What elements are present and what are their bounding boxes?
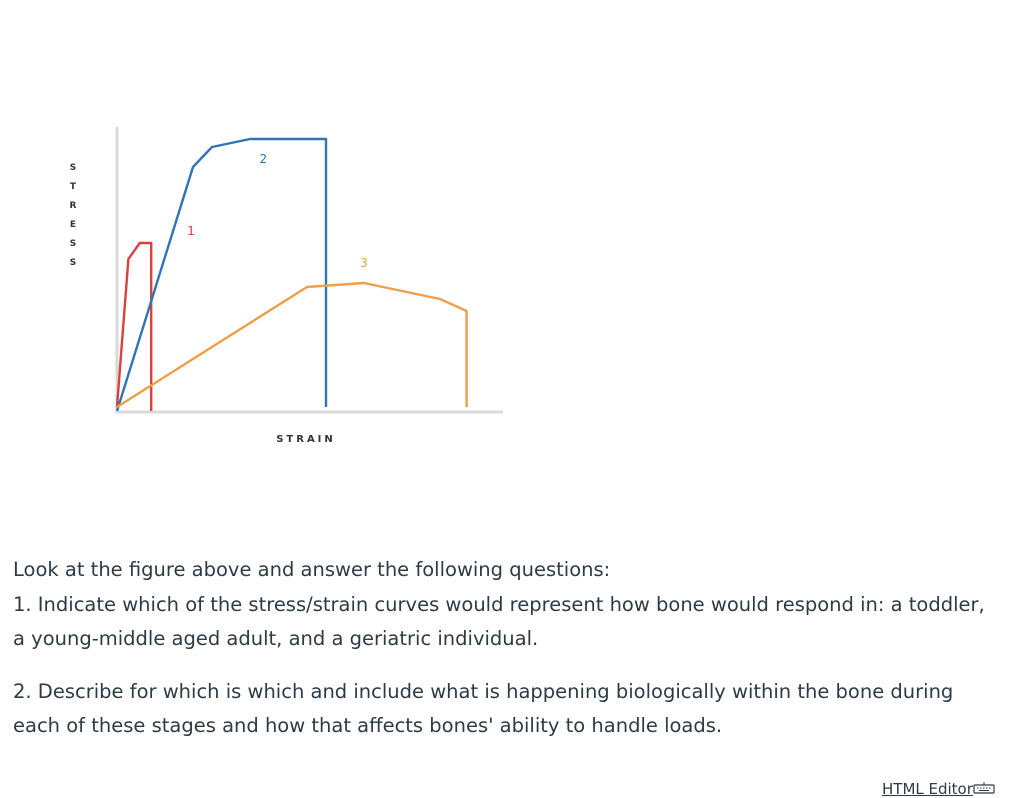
html-editor-label: HTML Editor <box>882 780 973 798</box>
series-layer <box>117 139 467 411</box>
y-axis-label-letter: T <box>69 182 77 192</box>
y-axis-label-letter: S <box>69 239 77 249</box>
question-1 <box>13 588 1024 656</box>
series-1-label: 1 <box>187 224 195 238</box>
y-axis-label-letter: R <box>69 201 77 211</box>
y-axis-label-letter: E <box>69 220 77 230</box>
y-axis-label <box>70 163 77 268</box>
intro-text: Look at the figure above and answer the following questions: <box>13 558 611 581</box>
x-axis-label: STRAIN <box>276 434 336 445</box>
series-3-line <box>117 283 467 407</box>
html-editor-link[interactable] <box>882 780 995 798</box>
series-3-label: 3 <box>360 256 368 270</box>
keyboard-icon <box>973 782 995 794</box>
question-2 <box>13 675 1024 743</box>
series-1-line <box>117 243 151 411</box>
question-intro <box>13 553 1024 587</box>
q1-line-2: a young-middle aged adult, and a geriatric individual. <box>13 627 539 650</box>
q2-line-1: 2. Describe for which is which and include what is happening biologically within the bone during <box>13 680 954 703</box>
q1-line-1: 1. Indicate which of the stress/strain curves would represent how bone would respond in: a toddler, <box>13 593 985 616</box>
y-axis-label-letter: S <box>69 258 77 268</box>
y-axis-label-letter: S <box>69 163 77 173</box>
series-2-line <box>117 139 326 411</box>
series-2-label: 2 <box>259 152 268 166</box>
q2-line-2: each of these stages and how that affects bones' ability to handle loads. <box>13 714 723 737</box>
